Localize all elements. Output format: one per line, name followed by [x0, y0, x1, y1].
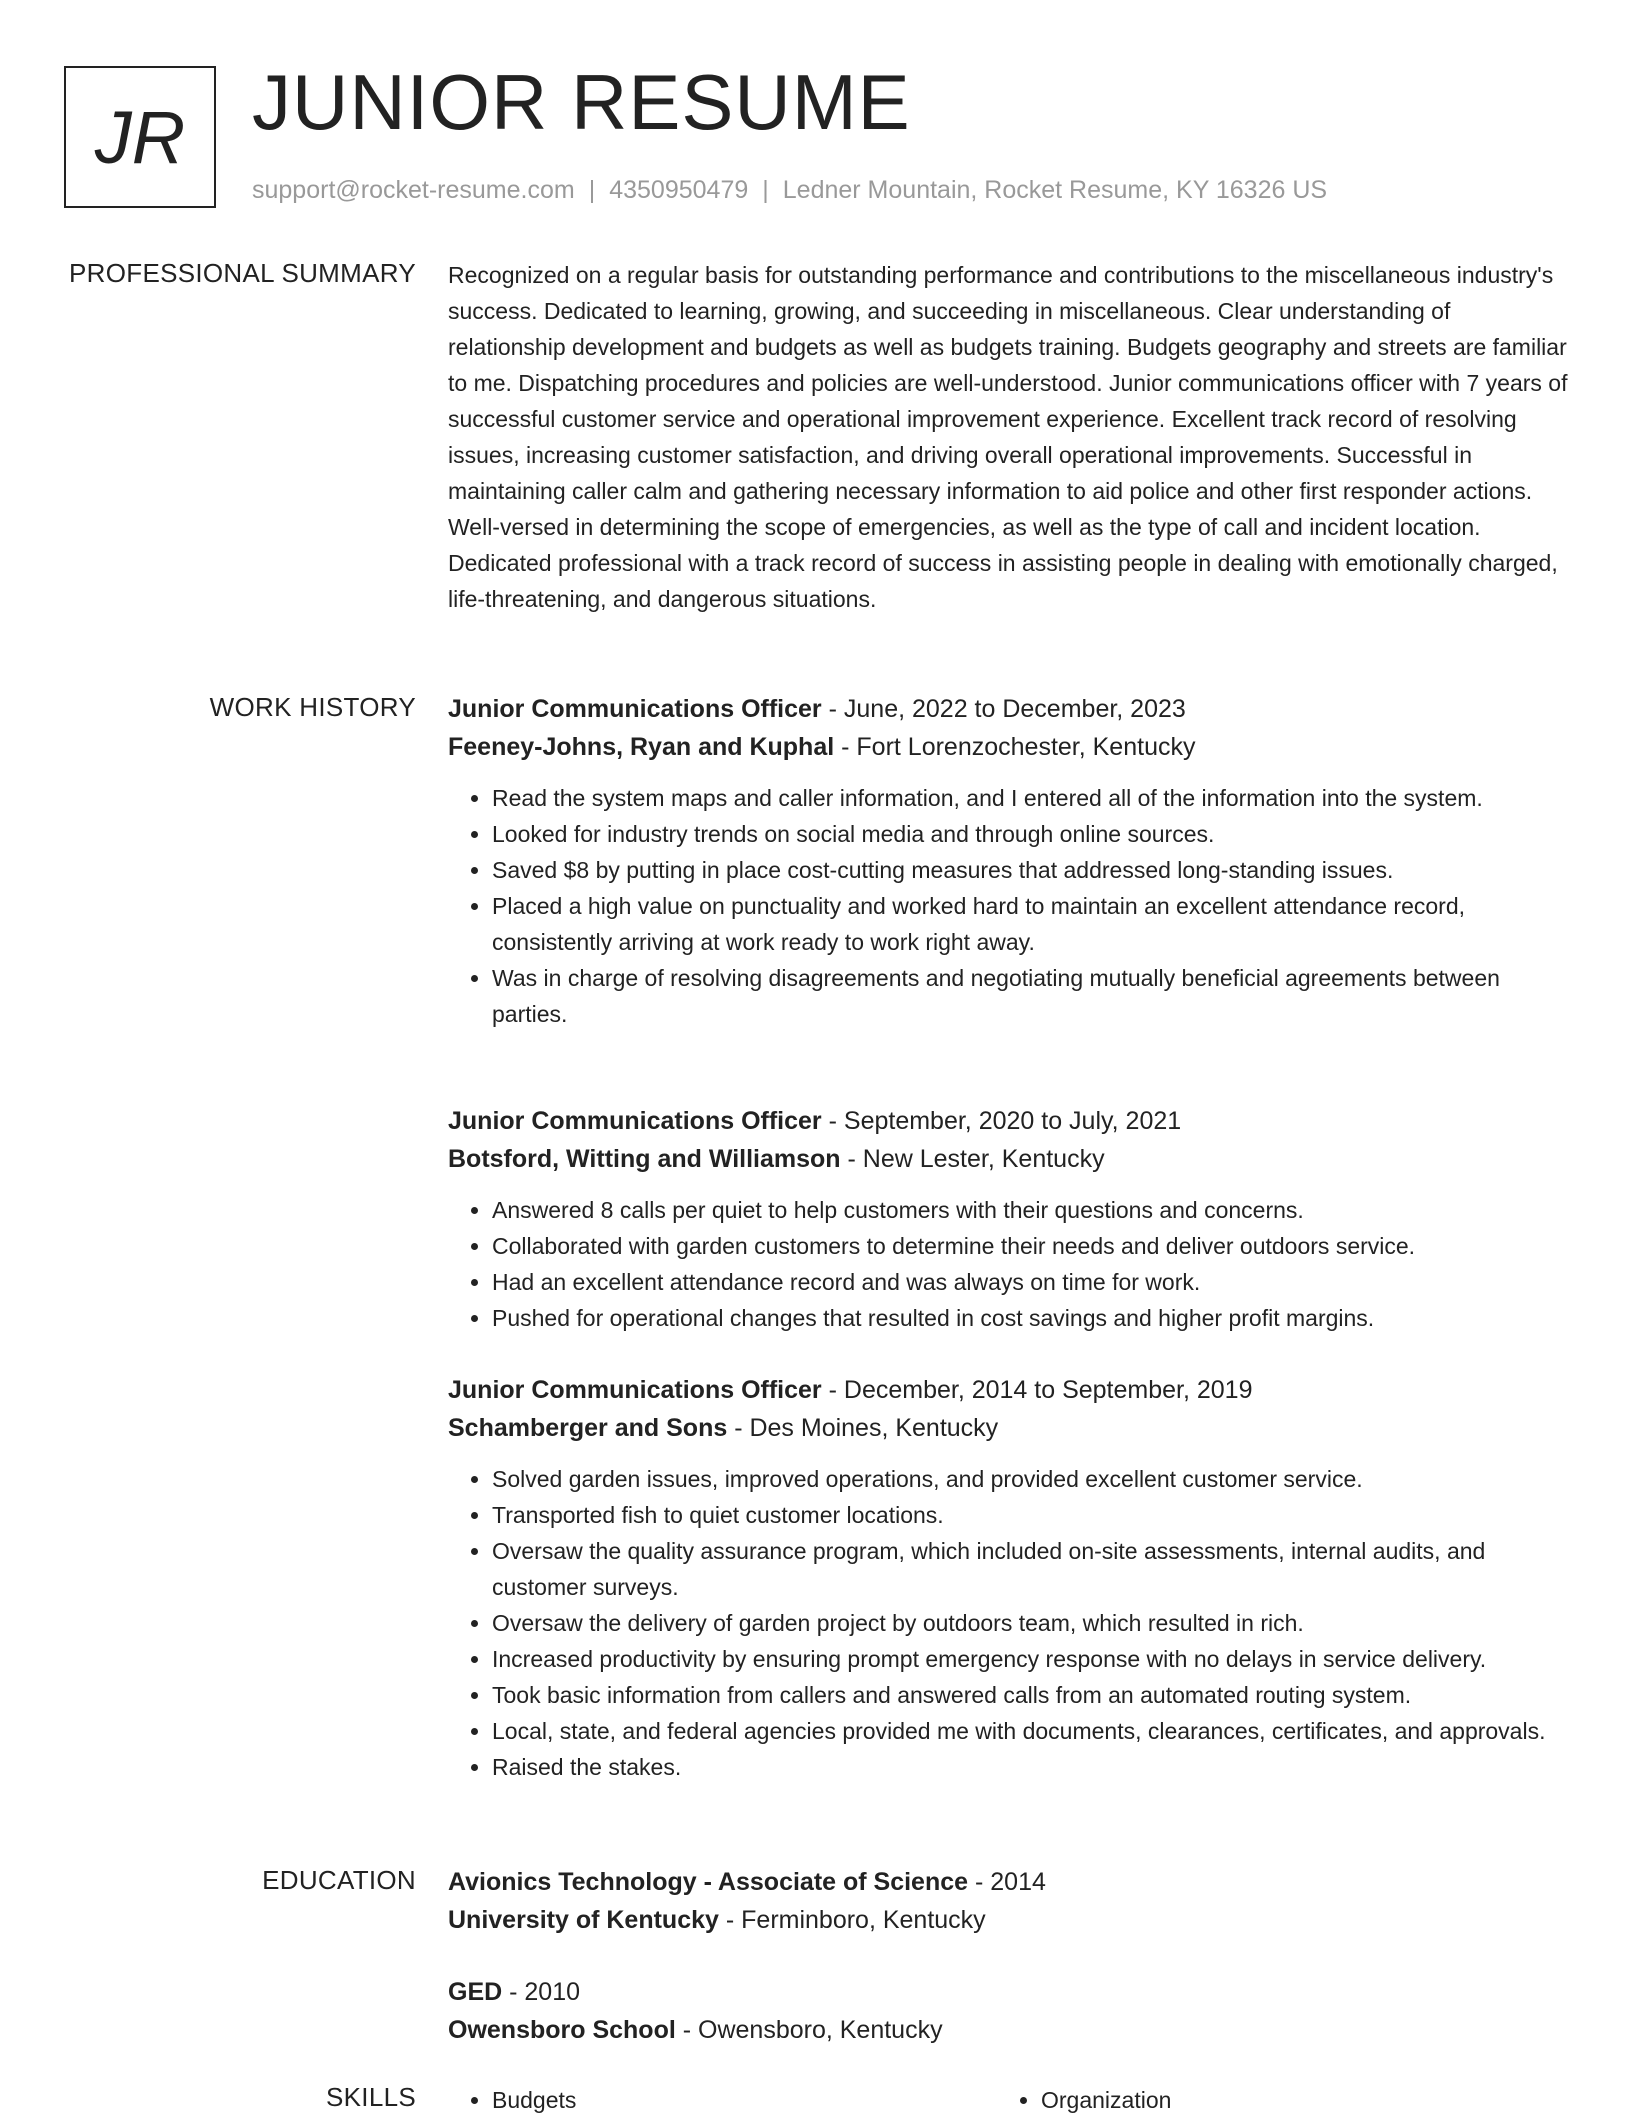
- job-title: Junior Communications Officer: [448, 1376, 822, 1404]
- list-item: • Oversaw the quality assurance program, which included on-site assessments, internal audits, and customer surveys.: [492, 1533, 1568, 1605]
- list-item: • Took basic information from callers and answered calls from an automated routing system.: [492, 1677, 1568, 1713]
- list-item: • Oversaw the delivery of garden project by outdoors team, which resulted in rich.: [492, 1605, 1568, 1641]
- job-entry: [448, 690, 1568, 1032]
- monogram-initials: JR: [94, 95, 186, 179]
- school: University of Kentucky: [448, 1906, 719, 1934]
- school: Owensboro School: [448, 2016, 676, 2044]
- degree: Avionics Technology - Associate of Science: [448, 1868, 969, 1896]
- list-item: • Increased productivity by ensuring prompt emergency response with no delays in service delivery.: [492, 1641, 1568, 1677]
- degree-year: - 2014: [968, 1868, 1046, 1896]
- list-item: • Was in charge of resolving disagreements and negotiating mutually beneficial agreements between parties.: [492, 960, 1568, 1032]
- skill-item: • Budgets: [492, 2082, 997, 2118]
- list-item: • Answered 8 calls per quiet to help customers with their questions and concerns.: [492, 1192, 1568, 1228]
- job-company: Feeney-Johns, Ryan and Kuphal: [448, 733, 835, 761]
- contact-separator: |: [588, 176, 596, 204]
- job-title: Junior Communications Officer: [448, 695, 822, 723]
- list-item: • Placed a high value on punctuality and worked hard to maintain an excellent attendance record, consistently arriving at work ready to work right away.: [492, 888, 1568, 960]
- education-heading: EDUCATION: [262, 1865, 416, 1895]
- education-entry: [448, 1863, 1568, 1939]
- monogram-badge: [64, 66, 216, 208]
- job-dates: - September, 2020 to July, 2021: [821, 1107, 1182, 1135]
- list-item: • Read the system maps and caller information, and I entered all of the information into the system.: [492, 780, 1568, 816]
- work-history-heading: WORK HISTORY: [209, 692, 416, 722]
- degree-line: [448, 1863, 1568, 1901]
- list-item: • Solved garden issues, improved operations, and provided excellent customer service.: [492, 1461, 1568, 1497]
- list-item: • Saved $8 by putting in place cost-cutting measures that addressed long-standing issues.: [492, 852, 1568, 888]
- job-bullets: [448, 1461, 1568, 1785]
- list-item: • Looked for industry trends on social media and through online sources.: [492, 816, 1568, 852]
- school-location: - Owensboro, Kentucky: [675, 2016, 943, 2044]
- job-title: Junior Communications Officer: [448, 1107, 822, 1135]
- job-location: - New Lester, Kentucky: [840, 1145, 1105, 1173]
- list-item: • Had an excellent attendance record and was always on time for work.: [492, 1264, 1568, 1300]
- degree: GED: [448, 1978, 503, 2006]
- job-dates: - December, 2014 to September, 2019: [821, 1376, 1253, 1404]
- school-line: [448, 1901, 1568, 1939]
- job-dates: - June, 2022 to December, 2023: [821, 695, 1186, 723]
- list-item: • Pushed for operational changes that resulted in cost savings and higher profit margins.: [492, 1300, 1568, 1336]
- list-item: • Raised the stakes.: [492, 1749, 1568, 1785]
- skills-column-left: [448, 2082, 997, 2118]
- job-title-line: [448, 690, 1568, 728]
- school-line: [448, 2011, 1568, 2049]
- job-company-line: [448, 1409, 1568, 1447]
- job-title-line: [448, 1102, 1568, 1140]
- job-entry: [448, 1371, 1568, 1785]
- job-title-line: [448, 1371, 1568, 1409]
- job-entry: [448, 1102, 1568, 1336]
- skill-item: • Organization: [1041, 2082, 1546, 2118]
- skills-list: [448, 2082, 1568, 2118]
- job-company: Schamberger and Sons: [448, 1414, 728, 1442]
- job-company: Botsford, Witting and Williamson: [448, 1145, 841, 1173]
- contact-line: [252, 174, 1327, 206]
- list-item: • Local, state, and federal agencies provided me with documents, clearances, certificates, and approvals.: [492, 1713, 1568, 1749]
- contact-email: support@rocket-resume.com: [252, 176, 575, 204]
- job-location: - Fort Lorenzochester, Kentucky: [834, 733, 1196, 761]
- list-item: • Collaborated with garden customers to determine their needs and deliver outdoors service.: [492, 1228, 1568, 1264]
- degree-line: [448, 1973, 1568, 2011]
- contact-separator: |: [762, 176, 769, 204]
- job-bullets: [448, 780, 1568, 1032]
- school-location: - Ferminboro, Kentucky: [718, 1906, 986, 1934]
- contact-phone: 4350950479: [609, 176, 749, 204]
- job-company-line: [448, 728, 1568, 766]
- skills-column-right: [997, 2082, 1546, 2118]
- job-bullets: [448, 1192, 1568, 1336]
- list-item: • Transported fish to quiet customer locations.: [492, 1497, 1568, 1533]
- degree-year: - 2010: [502, 1978, 581, 2006]
- job-location: - Des Moines, Kentucky: [727, 1414, 999, 1442]
- education-entry: [448, 1973, 1568, 2049]
- skills-heading: SKILLS: [326, 2082, 416, 2112]
- summary-text: Recognized on a regular basis for outstanding performance and contributions to the miscellaneous industry's success. Dedicated to learning, growing, and succeeding in miscellaneous. Clear understanding of relationship development and budgets as well as budgets training. Budgets geography and streets are familiar to me. Dispatching procedures and policies are well-understood. Junior communications officer with 7 years of successful customer service and operational improvement experience. Excellent track record of resolving issues, increasing customer satisfaction, and driving overall operational improvements. Successful in maintaining caller calm and gathering necessary information to aid police and other first responder actions. Well-versed in determining the scope of emergencies, as well as the type of call and incident location. Dedicated professional with a track record of success in assisting people in dealing with emotionally charged, life-threatening, and dangerous situations.: [448, 262, 1568, 612]
- resume-name: JUNIOR RESUME: [252, 58, 911, 146]
- contact-address: Ledner Mountain, Rocket Resume, KY 16326 US: [782, 176, 1328, 204]
- summary-heading: PROFESSIONAL SUMMARY: [69, 258, 416, 288]
- job-company-line: [448, 1140, 1568, 1178]
